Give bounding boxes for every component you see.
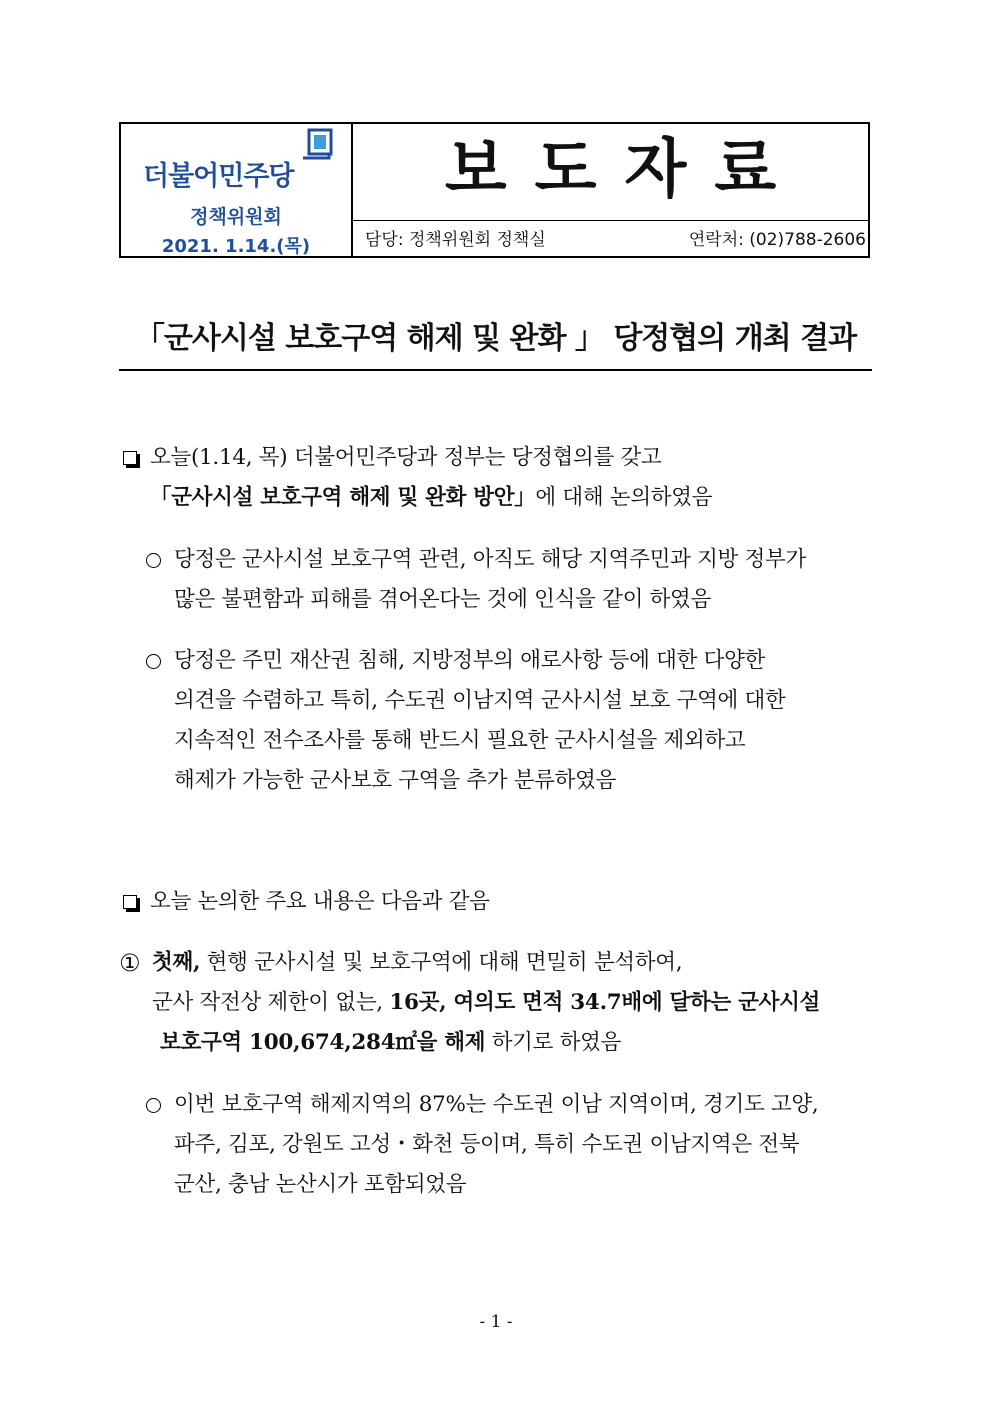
bullet2-line1: 당정은 주민 재산권 침해, 지방정부의 애로사항 등에 대한 다양한 <box>174 648 766 673</box>
item1-marker: ① <box>119 949 141 977</box>
section1-line1: 오늘(1.14, 목) 더불어민주당과 정부는 당정협의를 갖고 <box>150 445 662 470</box>
bullet1-line2: 많은 불편함과 피해를 겪어온다는 것에 인식을 같이 하였음 <box>174 587 711 612</box>
circle-bullet-icon <box>146 1098 161 1113</box>
item1-line3 <box>160 1028 621 1058</box>
party-name: 더불어민주당 <box>143 161 294 192</box>
item1-first: 첫째, <box>152 950 201 975</box>
agenda-title: 「군사시설 보호구역 해제 및 완화 방안」 <box>150 485 536 510</box>
item1-line2-bold: 16곳, 여의도 면적 34.7배에 달하는 군사시설 <box>389 990 821 1015</box>
party-info <box>121 124 353 256</box>
press-title-cell <box>353 124 868 256</box>
title-divider <box>119 369 872 371</box>
document-title: 「군사시설 보호구역 해제 및 완화 」 당정협의 개최 결과 <box>134 321 857 356</box>
release-date: 2021. 1.14.(목) <box>161 236 311 257</box>
page-number: - 1 - <box>479 1312 513 1332</box>
circle-bullet-icon <box>146 553 161 568</box>
bullet3-line1: 이번 보호구역 해제지역의 87%는 수도권 이남 지역이며, 경기도 고양, <box>174 1092 819 1117</box>
contact-row <box>353 220 868 256</box>
item1-line2-plain: 군사 작전상 제한이 없는, <box>152 990 390 1015</box>
bullet2-line4: 해제가 가능한 군사보호 구역을 추가 분류하였음 <box>174 768 617 793</box>
section1-line2 <box>150 483 712 513</box>
phone-info: 연락처: (02)788-2606 <box>688 230 866 250</box>
item1-line1 <box>152 948 682 978</box>
press-release-title: 보도자료 <box>444 133 805 207</box>
manager-info: 담당: 정책위원회 정책실 <box>365 230 546 250</box>
item1-line1-rest: 현행 군사시설 및 보호구역에 대해 면밀히 분석하여, <box>200 950 683 975</box>
bullet3-line3: 군산, 충남 논산시가 포함되었음 <box>174 1172 467 1197</box>
section2-intro: 오늘 논의한 주요 내용은 다음과 같음 <box>150 889 490 914</box>
bullet1-line1: 당정은 군사시설 보호구역 관련, 아직도 해당 지역주민과 지방 정부가 <box>174 547 806 572</box>
square-bullet-icon <box>123 895 137 909</box>
item1-line3-rest: 하기로 하였음 <box>485 1030 622 1055</box>
committee-name: 정책위원회 <box>190 206 282 228</box>
press-release-header <box>119 122 870 258</box>
square-bullet-icon <box>123 451 137 465</box>
bullet2-line3: 지속적인 전수조사를 통해 반드시 필요한 군사시설을 제외하고 <box>174 728 746 753</box>
item1-line3-bold: 보호구역 100,674,284㎡을 해제 <box>160 1030 486 1055</box>
bullet2-line2: 의견을 수렴하고 특히, 수도권 이남지역 군사시설 보호 구역에 대한 <box>174 688 786 713</box>
bullet3-line2: 파주, 김포, 강원도 고성・화천 등이며, 특히 수도권 이남지역은 전북 <box>174 1132 800 1157</box>
circle-bullet-icon <box>146 654 161 669</box>
section1-line2-rest: 에 대해 논의하였음 <box>535 485 713 510</box>
party-logo-icon <box>299 128 335 160</box>
item1-line2 <box>152 988 820 1018</box>
